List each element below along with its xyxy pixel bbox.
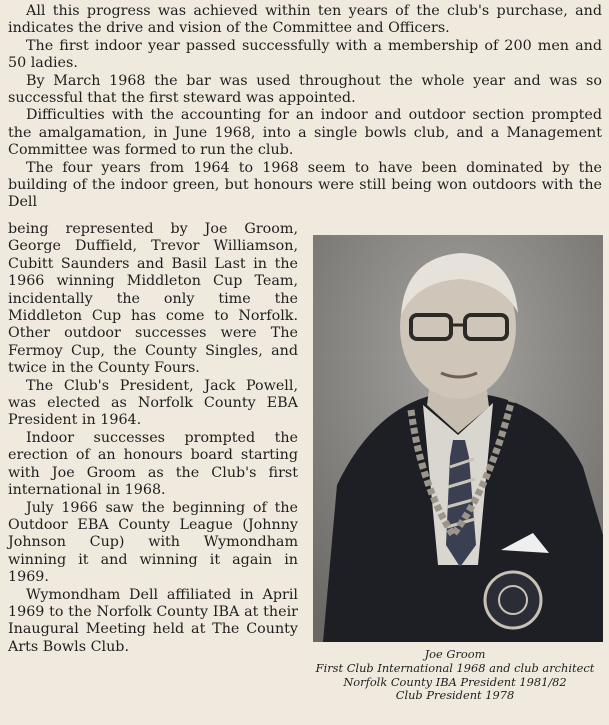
photo-caption bbox=[305, 648, 605, 703]
paragraph: Difficulties with the accounting for an indoor and outdoor section prompted the amalgamation, in June 1968, into a single bowls club, and a Management Committee was formed to run the club. bbox=[8, 107, 602, 159]
left-column-text bbox=[8, 221, 298, 656]
full-width-text bbox=[8, 3, 602, 212]
paragraph: being represented by Joe Groom, George Duffield, Trevor Williamson, Cubitt Saunders and Basil Last in the 1966 winning Middleton Cup Team, incidentally the only time the Middleton Cup has come to Norfolk. Other outdoor successes were The Fermoy Cup, the County Singles, and twice in the County Fours. bbox=[8, 221, 298, 377]
caption-name: Joe Groom bbox=[424, 647, 486, 661]
paragraph: The four years from 1964 to 1968 seem to have been dominated by the building of the indoor green, but honours were still being won outdoors with the Dell bbox=[8, 159, 602, 211]
caption-line: First Club International 1968 and club architect bbox=[315, 660, 595, 675]
portrait-photo bbox=[313, 235, 603, 642]
paragraph: The Club's President, Jack Powell, was elected as Norfolk County EBA President in 1964. bbox=[8, 377, 298, 429]
paragraph: July 1966 saw the beginning of the Outdoor EBA County League (Johnny Johnson Cup) with Wymondham winning it and winning it again in 1969. bbox=[8, 499, 298, 586]
portrait-illustration bbox=[313, 235, 603, 642]
paragraph: Wymondham Dell affiliated in April 1969 to the Norfolk County IBA at their Inaugural Meeting held at The County Arts Bowls Club. bbox=[8, 586, 298, 655]
caption-line: Norfolk County IBA President 1981/82 bbox=[343, 674, 567, 689]
paragraph: By March 1968 the bar was used throughout the whole year and was so successful that the first steward was appointed. bbox=[8, 72, 602, 107]
paragraph: Indoor successes prompted the erection of an honours board starting with Joe Groom as the Club's first international in 1968. bbox=[8, 429, 298, 499]
caption-line: Club President 1978 bbox=[395, 688, 515, 703]
paragraph: The first indoor year passed successfully with a membership of 200 men and 50 ladies. bbox=[8, 37, 602, 72]
paragraph: All this progress was achieved within ten years of the club's purchase, and indicates the drive and vision of the Committee and Officers. bbox=[8, 3, 602, 37]
